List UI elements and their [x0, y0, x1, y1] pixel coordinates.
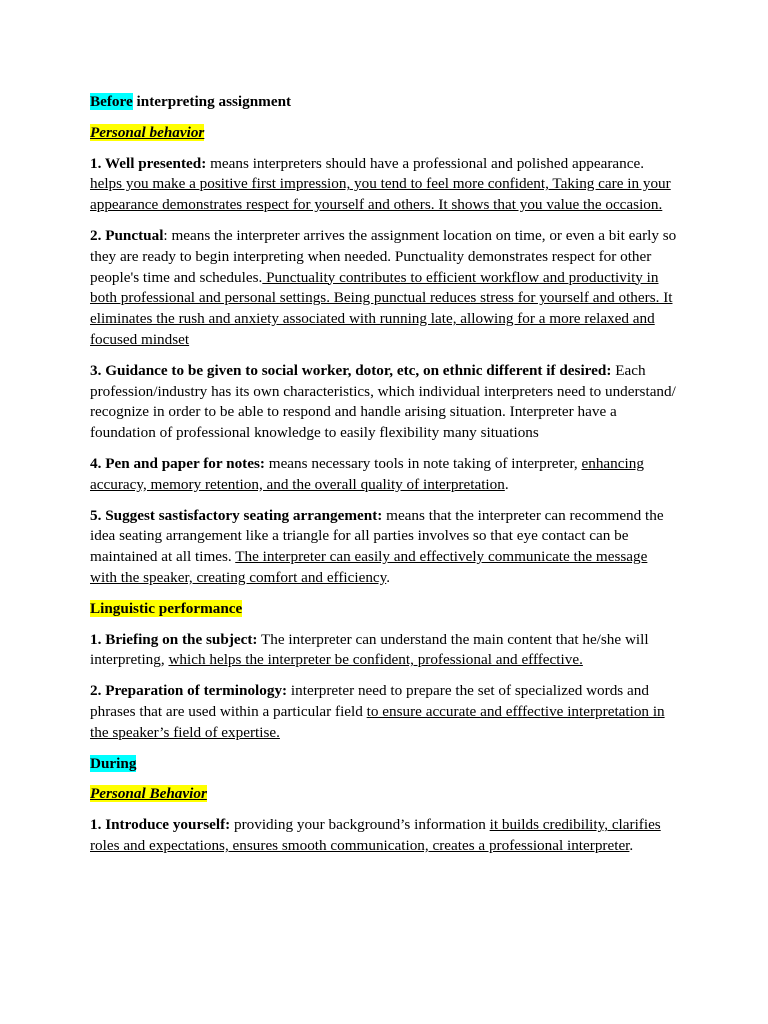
item-label: 1. Introduce yourself:	[90, 816, 231, 834]
section-heading-during	[90, 754, 678, 775]
item-tail: .	[629, 836, 634, 854]
item-underlined: Punctuality contributes to efficient workflow and productivity in both professional and personal settings. Being punctual reduces stress for yourself and others. It eliminates the rush and anxiety associated with running late, allowing for a more relaxed and focused mindset	[90, 268, 673, 348]
item-text: interpreter need to prepare the set of specialized words and phrases that are used within a particular field	[90, 682, 649, 720]
section-heading-before	[90, 92, 678, 113]
subheading-personal-behavior-during	[90, 784, 678, 805]
item-underlined: enhancing accuracy, memory retention, and the overall quality of interpretation	[90, 454, 644, 493]
section-heading-during-text: During	[90, 754, 137, 772]
subheading-personal-behavior	[90, 123, 678, 144]
subheading-linguistic-performance-text: Linguistic performance	[90, 599, 243, 617]
item-text: Each profession/industry has its own characteristics, which individual interpreters need to understand/ recognize in order to be able to respond and handle arising situation. Interpreter have a foundation of professional knowledge to easily flexibility many situations	[90, 361, 676, 442]
item-guidance	[90, 361, 678, 444]
item-text: providing your background’s information	[230, 816, 490, 834]
item-tail: .	[504, 475, 509, 493]
item-underlined: helps you make a positive first impression, you tend to feel more confident, Taking care in your appearance demonstrates respect for yourself and others. It shows that you value the occasion.	[90, 175, 671, 214]
item-text: means that the interpreter can recommend the idea seating arrangement like a triangle for all parties involves so that eye contact can be maintained at all times.	[90, 506, 664, 566]
item-label: 4. Pen and paper for notes:	[90, 454, 265, 472]
item-text: means interpreters should have a professional and polished appearance.	[206, 154, 645, 172]
item-underlined: to ensure accurate and efffective interpretation in the speaker’s field of expertise.	[90, 702, 665, 741]
item-label: 2. Punctual	[90, 226, 164, 244]
item-underlined: it builds credibility, clarifies roles and expectations, ensures smooth communication, creates a professional interpreter	[90, 816, 661, 854]
item-underlined: The interpreter can easily and effectively communicate the message with the speaker, creating comfort and efficiency	[90, 548, 648, 586]
subheading-personal-behavior-during-text: Personal Behavior	[90, 785, 207, 803]
item-tail: .	[386, 568, 391, 586]
item-pen-and-paper	[90, 454, 678, 496]
heading-rest: interpreting assignment	[132, 93, 292, 110]
item-text: means necessary tools in note taking of interpreter,	[264, 454, 582, 472]
item-introduce-yourself	[90, 815, 678, 857]
item-label: 2. Preparation of terminology:	[90, 682, 288, 700]
item-label: 1. Well presented:	[90, 154, 207, 172]
item-punctual	[90, 226, 678, 351]
subheading-linguistic-performance	[90, 599, 678, 620]
heading-highlight: Before	[90, 93, 133, 110]
item-terminology	[90, 681, 678, 743]
item-label: 5. Suggest sastisfactory seating arrangement:	[90, 506, 383, 524]
item-text: The interpreter can understand the main content that he/she will interpreting,	[90, 630, 649, 669]
item-underlined: which helps the interpreter be confident, professional and efffective.	[168, 651, 583, 669]
item-label: 3. Guidance to be given to social worker, dotor, etc, on ethnic different if desired:	[90, 361, 612, 379]
item-text: : means the interpreter arrives the assignment location on time, or even a bit early so they are ready to begin interpreting when needed. Punctuality demonstrates respect for other people's time and schedules.	[90, 226, 677, 286]
item-seating-arrangement	[90, 506, 678, 589]
item-briefing	[90, 630, 678, 672]
item-label: 1. Briefing on the subject:	[90, 630, 258, 648]
item-well-presented	[90, 154, 678, 216]
subheading-personal-behavior-text: Personal behavior	[90, 123, 205, 141]
